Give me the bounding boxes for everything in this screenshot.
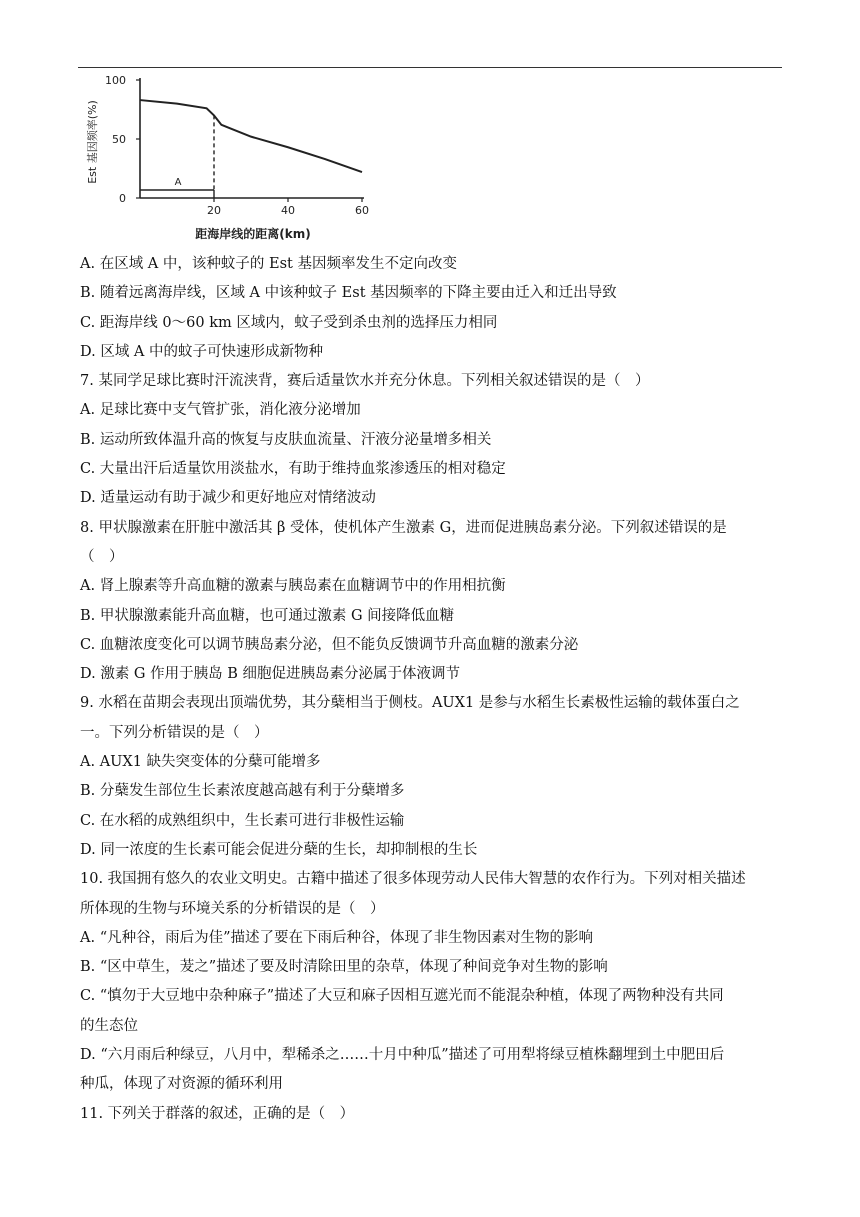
x-tick-label-40: 40 (281, 204, 295, 217)
text-line: 8. 甲状腺激素在肝脏中激活其 β 受体，使机体产生激素 G，进而促进胰岛素分泌。下列叙述错误的是 (80, 519, 727, 536)
text-line: B. 甲状腺激素能升高血糖，也可通过激素 G 间接降低血糖 (80, 607, 455, 624)
text-line: D. 激素 G 作用于胰岛 B 细胞促进胰岛素分泌属于体液调节 (80, 666, 460, 683)
text-line: B. 随着远离海岸线，区域 A 中该种蚊子 Est 基因频率的下降主要由迁入和迁出导致 (80, 285, 617, 302)
y-tick-label-50: 50 (112, 133, 126, 146)
x-axis-label: 距海岸线的距离(km) (195, 227, 311, 241)
text-line: C. 大量出汗后适量饮用淡盐水，有助于维持血浆渗透压的相对稳定 (80, 461, 506, 478)
series-line (140, 100, 362, 172)
text-line: B. 运动所致体温升高的恢复与皮肤血流量、汗液分泌量增多相关 (80, 431, 492, 448)
region-a-label: A (174, 177, 182, 188)
text-line: B. “区中草生，茇之”描述了要及时清除田里的杂草，体现了种间竞争对生物的影响 (80, 959, 608, 976)
text-line: 7. 某同学足球比赛时汗流浃背，赛后适量饮水并充分休息。下列相关叙述错误的是（ ） (80, 373, 650, 390)
chart-axes (136, 78, 364, 202)
text-line: A. AUX1 缺失突变体的分蘖可能增多 (80, 754, 321, 771)
x-tick-label-20: 20 (207, 204, 221, 217)
text-line: A. 肾上腺素等升高血糖的激素与胰岛素在血糖调节中的作用相抗衡 (80, 578, 506, 595)
y-tick-label-0: 0 (119, 192, 126, 205)
question-text (80, 250, 785, 1129)
y-tick-label-100: 100 (105, 74, 126, 87)
text-line: C. 血糖浓度变化可以调节胰岛素分泌，但不能负反馈调节升高血糖的激素分泌 (80, 636, 579, 653)
text-line: D. 区域 A 中的蚊子可快速形成新物种 (80, 343, 324, 360)
text-line: 一。下列分析错误的是（ ） (80, 724, 269, 741)
chart-svg (78, 72, 398, 247)
text-line: A. 足球比赛中支气管扩张，消化液分泌增加 (80, 402, 361, 419)
header-rule (78, 67, 782, 68)
text-line: A. “凡种谷，雨后为佳”描述了要在下雨后种谷，体现了非生物因素对生物的影响 (80, 929, 594, 946)
text-line: 9. 水稻在苗期会表现出顶端优势，其分蘖相当于侧枝。AUX1 是参与水稻生长素极性运输的载体蛋白之 (80, 695, 740, 712)
est-gene-frequency-chart (78, 72, 398, 247)
text-line: 10. 我国拥有悠久的农业文明史。古籍中描述了很多体现劳动人民伟大智慧的农作行为。下列对相关描述 (80, 871, 746, 888)
x-tick-label-60: 60 (355, 204, 369, 217)
text-line: A. 在区域 A 中，该种蚊子的 Est 基因频率发生不定向改变 (80, 256, 457, 272)
text-line: C. “慎勿于大豆地中杂种麻子”描述了大豆和麻子因相互遮光而不能混杂种植，体现了两物种没有共同 (80, 988, 724, 1005)
text-line: D. “六月雨后种绿豆，八月中，犁稀杀之……十月中种瓜”描述了可用犁将绿豆植株翻埋到土中肥田后 (80, 1047, 725, 1064)
text-line: D. 同一浓度的生长素可能会促进分蘖的生长，却抑制根的生长 (80, 841, 478, 858)
text-line: D. 适量运动有助于减少和更好地应对情绪波动 (80, 490, 376, 507)
text-line: （ ） (80, 548, 124, 565)
chart-marks (140, 100, 362, 198)
text-line: 11. 下列关于群落的叙述，正确的是（ ） (80, 1105, 355, 1122)
text-line: C. 距海岸线 0～60 km 区域内，蚊子受到杀虫剂的选择压力相同 (80, 314, 498, 331)
text-line: 种瓜，体现了对资源的循环利用 (80, 1076, 283, 1093)
y-axis-label: Est 基因频率(%) (86, 100, 99, 184)
text-line: C. 在水稻的成熟组织中，生长素可进行非极性运输 (80, 812, 405, 829)
text-line: 的生态位 (80, 1017, 138, 1034)
text-line: B. 分蘖发生部位生长素浓度越高越有利于分蘖增多 (80, 783, 405, 800)
text-line: 所体现的生物与环境关系的分析错误的是（ ） (80, 900, 385, 917)
